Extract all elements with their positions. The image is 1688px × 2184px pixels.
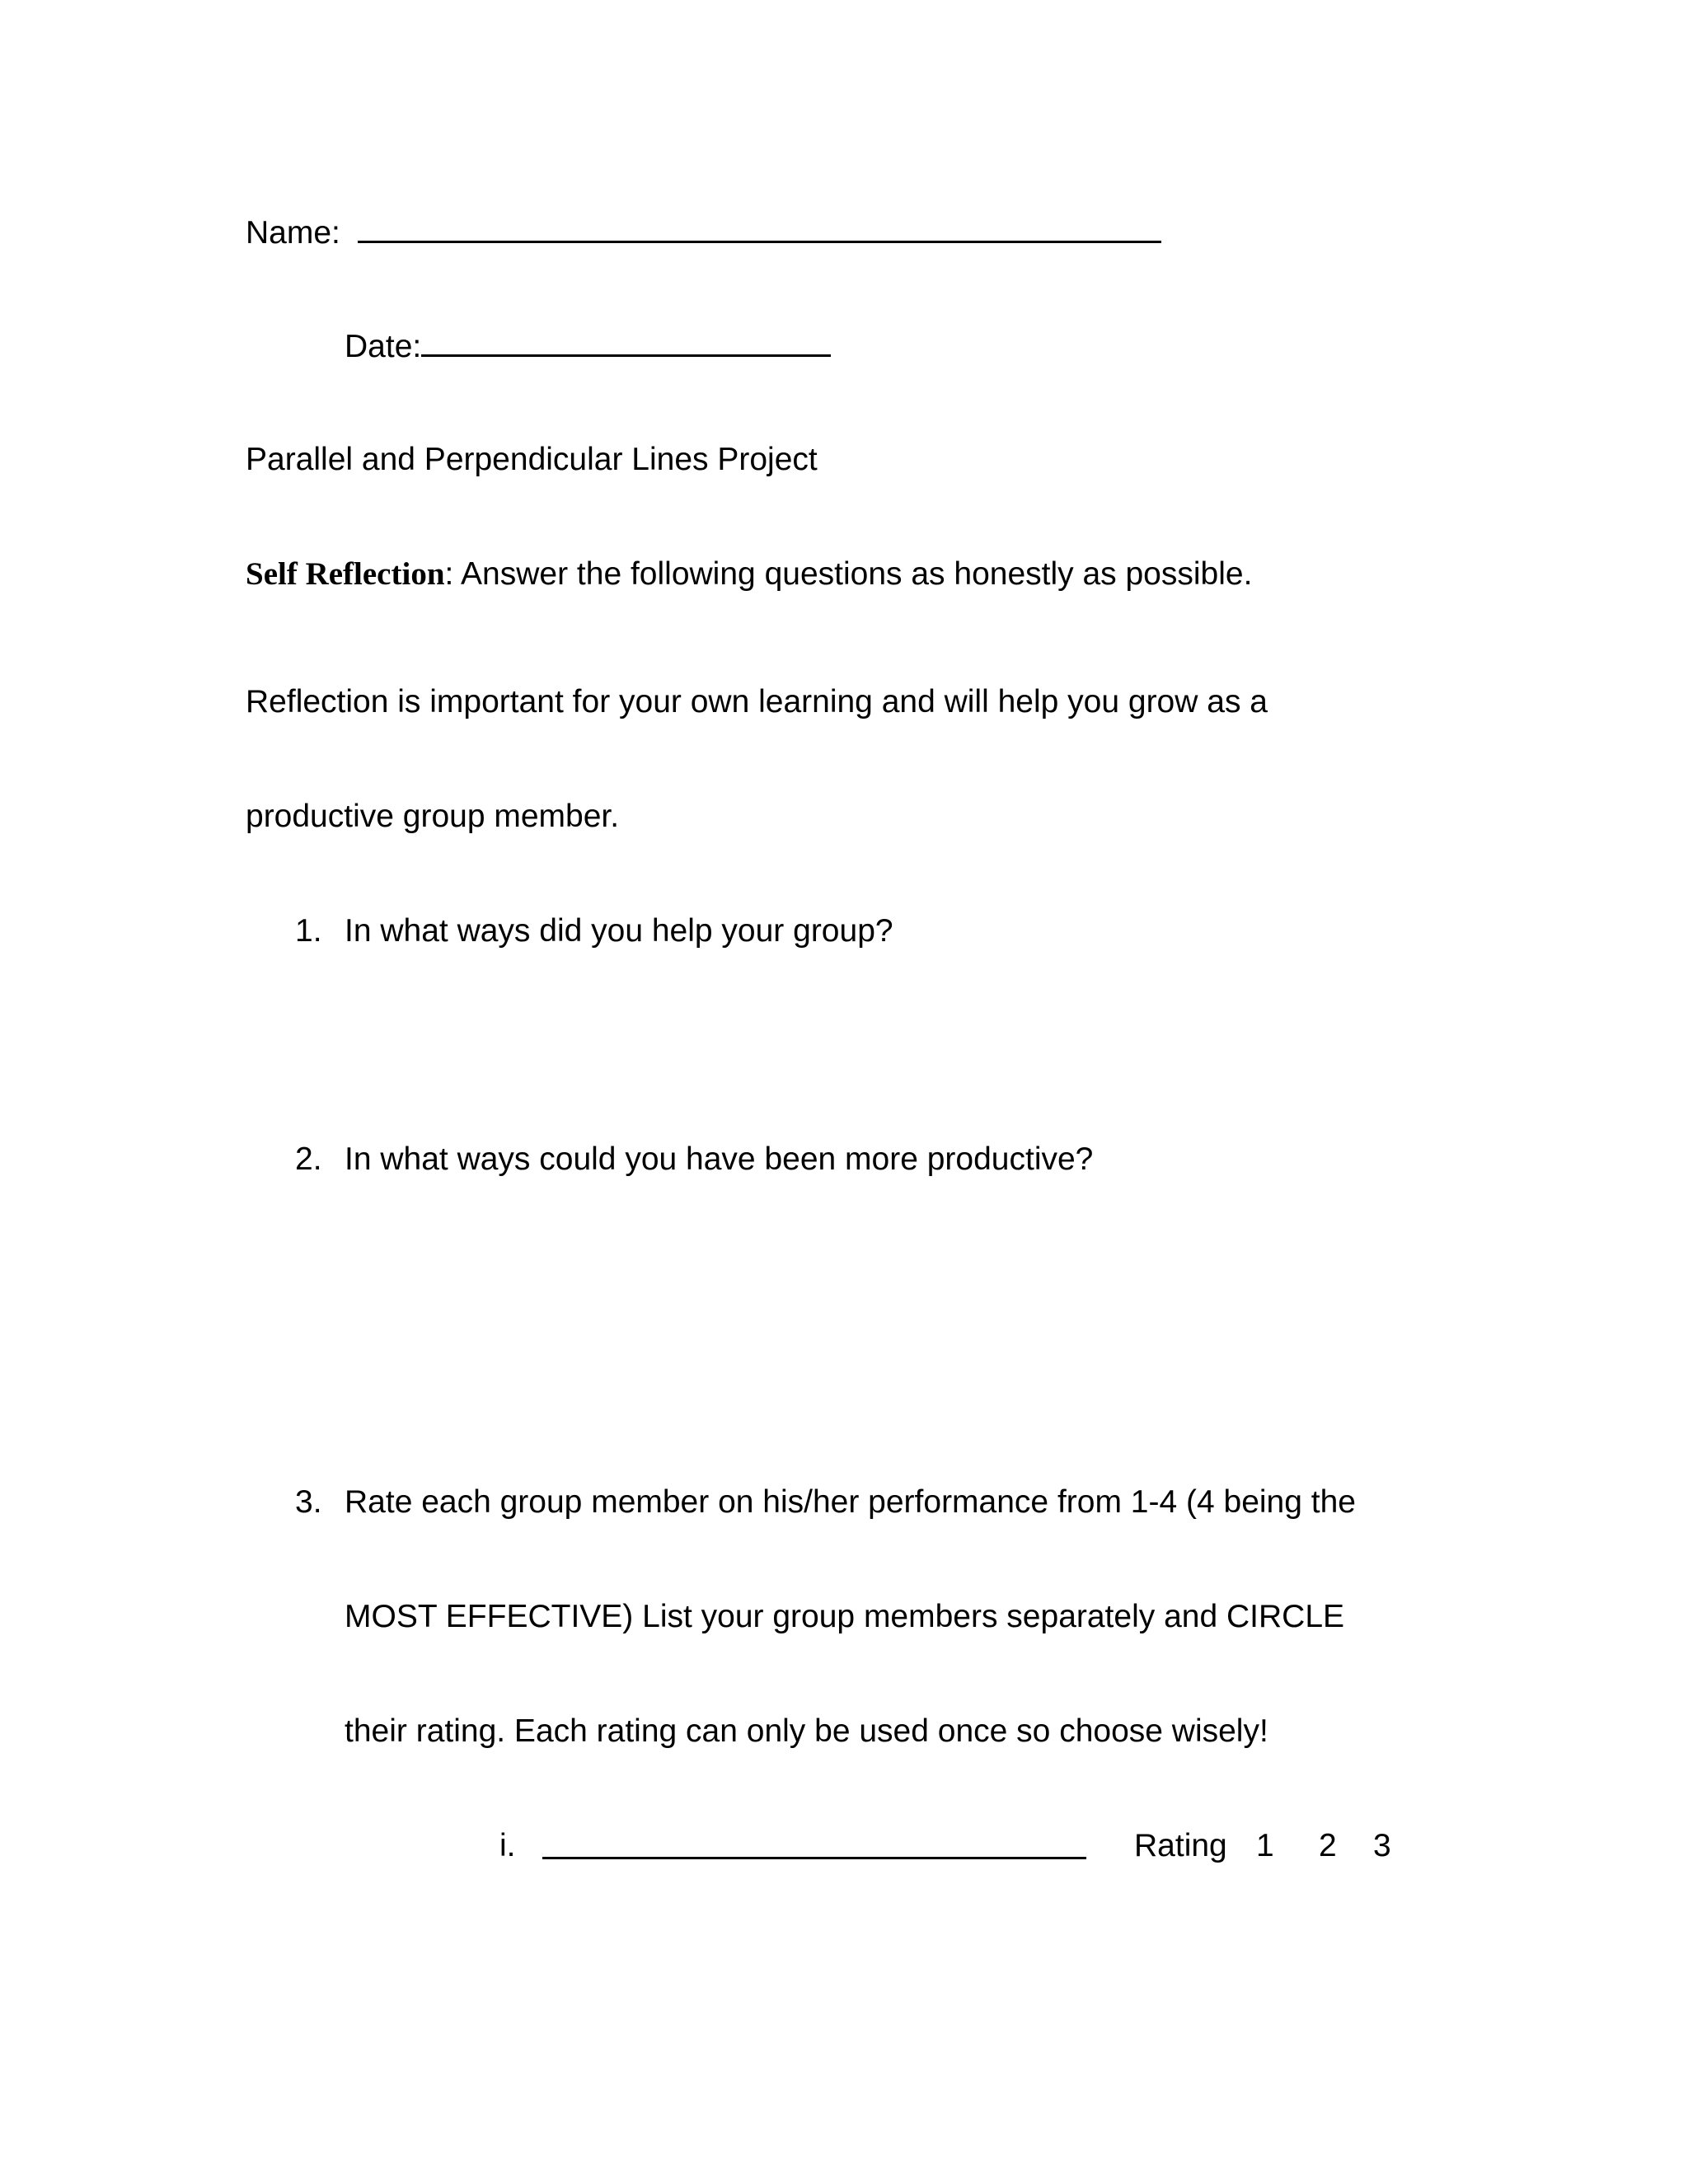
rating-option-1[interactable]: 1 bbox=[1256, 1828, 1274, 1863]
name-field-row bbox=[246, 213, 1161, 252]
question-text-line-1: Rate each group member on his/her performance from 1-4 (4 being the bbox=[345, 1484, 1356, 1520]
intro-heading: Self Reflection bbox=[246, 556, 445, 592]
name-blank-line[interactable] bbox=[358, 213, 1161, 243]
intro-line-2: Reflection is important for your own learning and will help you grow as a bbox=[246, 684, 1268, 719]
rating-option-2[interactable]: 2 bbox=[1319, 1828, 1337, 1863]
name-label: Name: bbox=[246, 215, 340, 251]
question-text: In what ways did you help your group? bbox=[345, 913, 893, 949]
rating-option-3[interactable]: 3 bbox=[1373, 1828, 1391, 1863]
rating-label: Rating bbox=[1134, 1828, 1227, 1863]
date-field-row bbox=[345, 326, 831, 366]
question-text: In what ways could you have been more productive? bbox=[345, 1141, 1094, 1177]
intro-heading-colon: : bbox=[444, 556, 454, 592]
intro-line-1 bbox=[246, 555, 1252, 593]
question-text-line-2: MOST EFFECTIVE) List your group members separately and CIRCLE bbox=[345, 1599, 1345, 1634]
page-title: Parallel and Perpendicular Lines Project bbox=[246, 442, 818, 477]
date-blank-line[interactable] bbox=[421, 326, 831, 357]
intro-line-3: productive group member. bbox=[246, 799, 620, 834]
member-name-blank-line[interactable] bbox=[542, 1829, 1086, 1859]
question-number: 3. bbox=[295, 1484, 322, 1520]
question-number: 2. bbox=[295, 1141, 322, 1177]
member-roman-numeral: i. bbox=[499, 1828, 516, 1863]
question-text-line-3: their rating. Each rating can only be used once so choose wisely! bbox=[345, 1713, 1268, 1749]
date-label: Date: bbox=[345, 329, 422, 364]
intro-text-1: Answer the following questions as honestly as possible. bbox=[453, 556, 1253, 592]
question-number: 1. bbox=[295, 913, 322, 949]
